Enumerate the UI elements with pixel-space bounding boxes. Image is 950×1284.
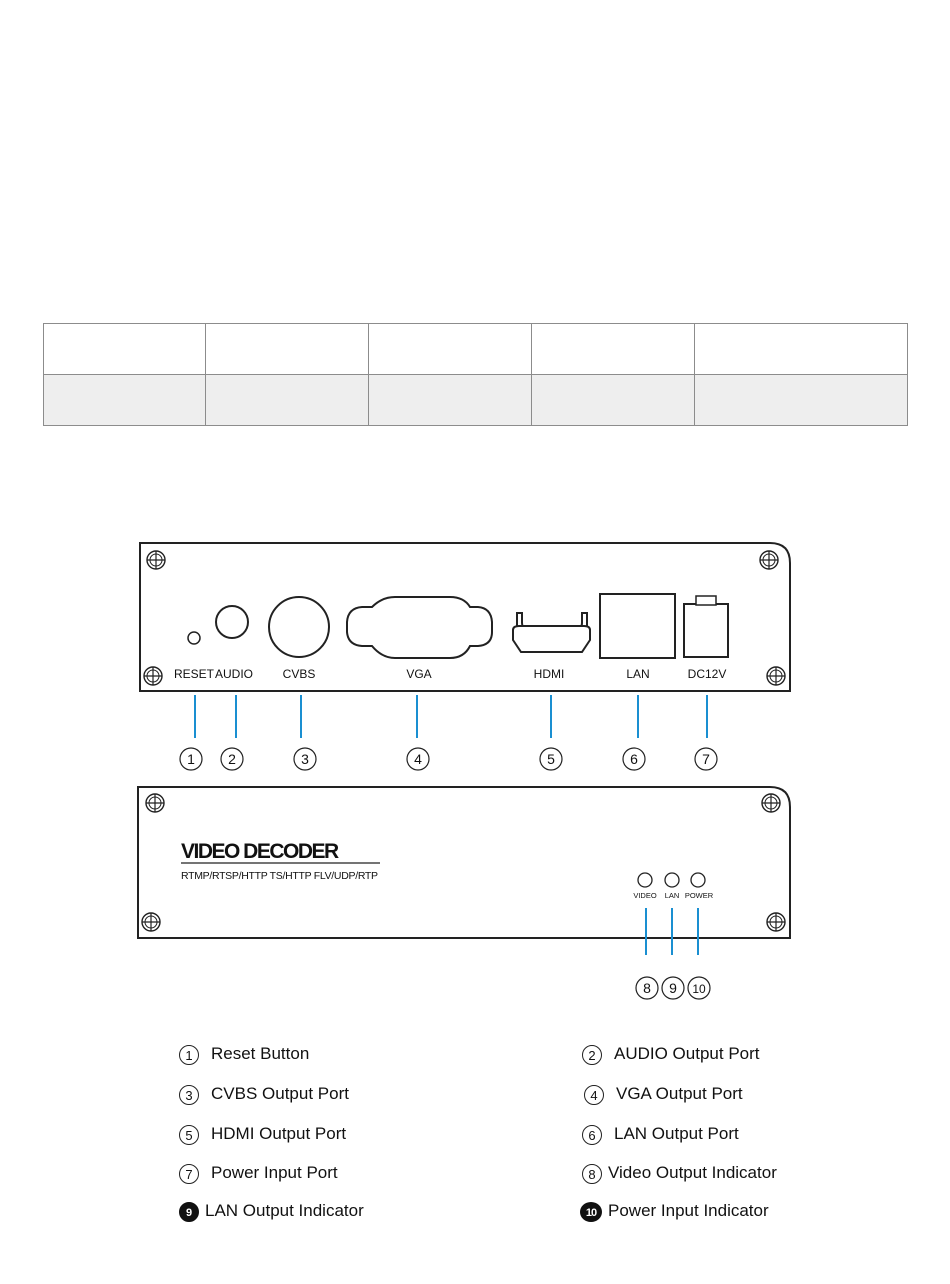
- legend-text: LAN Output Indicator: [205, 1201, 364, 1220]
- port-label-reset: RESET: [173, 667, 215, 681]
- callout-9: 9: [669, 980, 677, 996]
- legend-number: 3: [179, 1085, 199, 1105]
- reset-button-icon: [188, 632, 200, 644]
- screw-icon: [142, 913, 160, 931]
- legend-text: Reset Button: [211, 1044, 310, 1063]
- legend-item: [179, 1201, 364, 1222]
- screw-icon: [144, 667, 162, 685]
- legend-number: 2: [582, 1045, 602, 1065]
- device-title: VIDEO DECODER: [181, 840, 338, 863]
- legend-text: AUDIO Output Port: [614, 1044, 760, 1063]
- screw-icon: [146, 794, 164, 812]
- indicator-label-video: VIDEO: [633, 891, 657, 900]
- rear-panel: [140, 543, 790, 770]
- port-label-audio: AUDIO: [214, 667, 254, 681]
- callout-2: 2: [228, 751, 236, 767]
- callout-5: 5: [547, 751, 555, 767]
- port-label-cvbs: CVBS: [282, 667, 316, 681]
- front-panel: [138, 787, 790, 999]
- indicator-label-power: POWER: [684, 891, 714, 900]
- screw-icon: [760, 551, 778, 569]
- legend-text: CVBS Output Port: [211, 1084, 349, 1103]
- legend-number: 4: [584, 1085, 604, 1105]
- legend-item: [179, 1124, 346, 1145]
- port-label-dc12v: DC12V: [687, 667, 727, 681]
- cvbs-port-icon: [269, 597, 329, 657]
- lan-port-icon: [600, 594, 675, 658]
- audio-port-icon: [216, 606, 248, 638]
- screw-icon: [147, 551, 165, 569]
- legend-text: VGA Output Port: [616, 1084, 743, 1103]
- legend-text: Power Input Port: [211, 1163, 338, 1182]
- lan-indicator-icon: [665, 873, 679, 887]
- legend-item: [580, 1201, 769, 1222]
- callout-3: 3: [301, 751, 309, 767]
- dc12v-port-icon: [684, 604, 728, 657]
- indicator-label-lan: LAN: [664, 891, 680, 900]
- legend-item: [582, 1163, 777, 1184]
- legend-item: [179, 1084, 349, 1105]
- port-label-lan: LAN: [626, 667, 650, 681]
- legend-item: [179, 1163, 338, 1184]
- video-indicator-icon: [638, 873, 652, 887]
- legend-text: Video Output Indicator: [608, 1163, 777, 1182]
- legend-number: 7: [179, 1164, 199, 1184]
- port-label-vga: VGA: [406, 667, 432, 681]
- legend-number: 6: [582, 1125, 602, 1145]
- device-subtitle: RTMP/RTSP/HTTP TS/HTTP FLV/UDP/RTP: [181, 870, 378, 882]
- callout-1: 1: [187, 751, 195, 767]
- callout-6: 6: [630, 751, 638, 767]
- port-label-hdmi: HDMI: [533, 667, 565, 681]
- legend-number: 9: [179, 1202, 199, 1222]
- screw-icon: [767, 913, 785, 931]
- legend-item: [582, 1124, 739, 1145]
- legend-number: 8: [582, 1164, 602, 1184]
- legend-text: Power Input Indicator: [608, 1201, 769, 1220]
- legend-item: [179, 1044, 309, 1065]
- legend-item: [584, 1084, 743, 1105]
- legend-item: [582, 1044, 760, 1065]
- legend-text: LAN Output Port: [614, 1124, 739, 1143]
- legend-text: HDMI Output Port: [211, 1124, 347, 1143]
- legend-number: 5: [179, 1125, 199, 1145]
- screw-icon: [762, 794, 780, 812]
- legend-number: 1: [179, 1045, 199, 1065]
- callout-10: 10: [692, 982, 706, 996]
- callout-7: 7: [702, 751, 710, 767]
- legend-number: 10: [580, 1202, 602, 1222]
- power-indicator-icon: [691, 873, 705, 887]
- callout-8: 8: [643, 980, 651, 996]
- callout-4: 4: [414, 751, 422, 767]
- screw-icon: [767, 667, 785, 685]
